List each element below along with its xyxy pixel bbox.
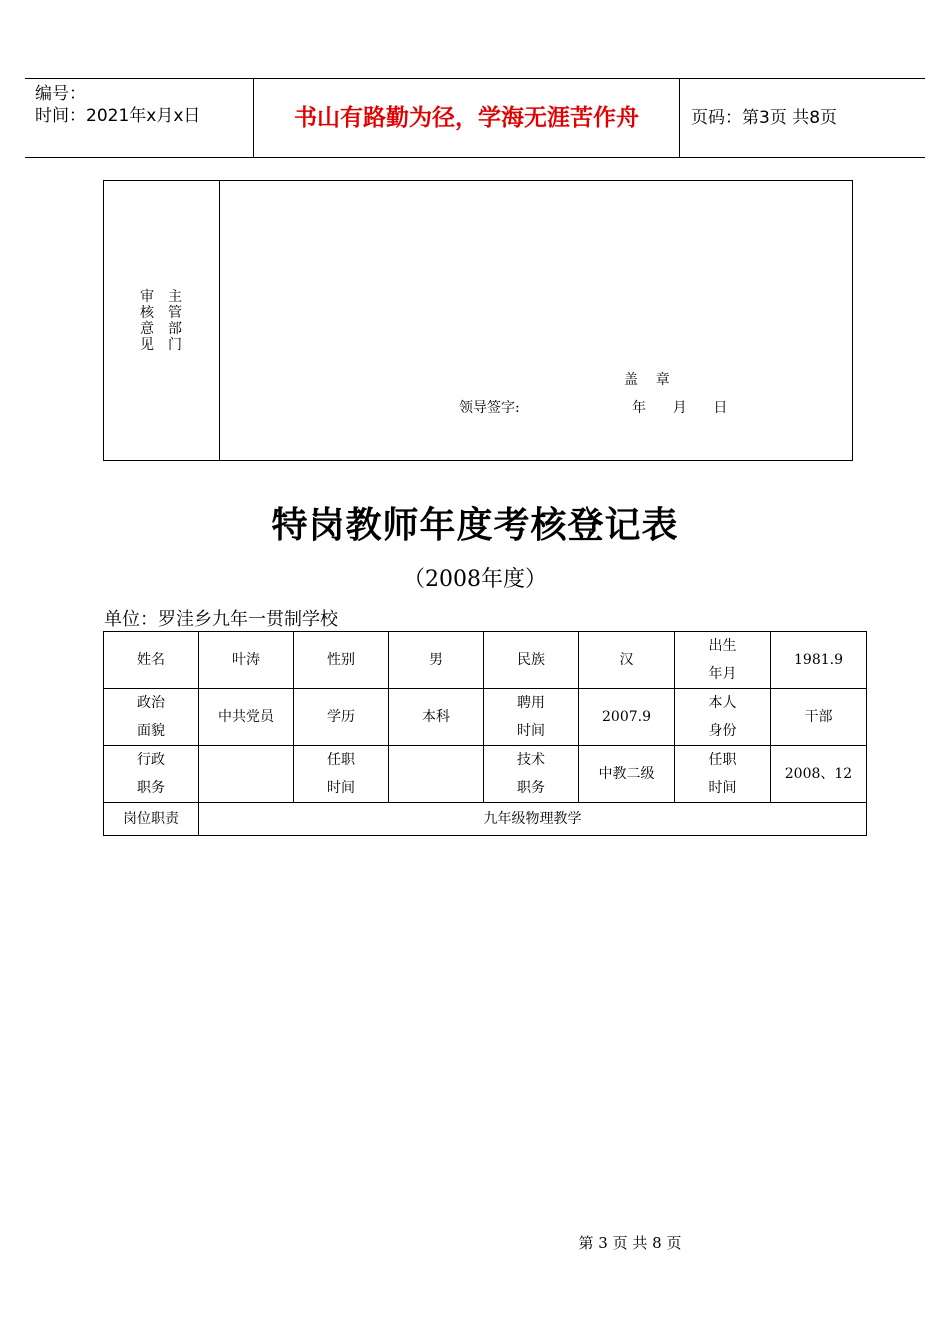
table-cell: 干部 [771, 689, 867, 746]
table-cell [389, 746, 484, 803]
table-row [104, 632, 867, 689]
table-cell: 2007.9 [579, 689, 675, 746]
table-cell: 学历 [294, 689, 389, 746]
table-cell: 民族 [484, 632, 579, 689]
table-cell: 行政 职务 [104, 746, 199, 803]
header-page-info: 页码：第3页 共8页 [691, 108, 838, 128]
approval-label-department: 主管部门 [168, 289, 182, 353]
header-divider [679, 79, 680, 157]
table-cell: 2008、12 [771, 746, 867, 803]
approval-date: 年 月 日 [632, 400, 728, 416]
table-cell: 性别 [294, 632, 389, 689]
table-cell: 任职 时间 [294, 746, 389, 803]
header-motto: 书山有路勤为径，学海无涯苦作舟 [294, 105, 639, 131]
table-cell: 汉 [579, 632, 675, 689]
table-cell: 任职 时间 [675, 746, 771, 803]
table-row [104, 803, 867, 836]
table-cell: 姓名 [104, 632, 199, 689]
form-title: 特岗教师年度考核登记表 [271, 505, 679, 546]
form-subtitle: （2008年度） [403, 567, 547, 592]
unit-label: 单位：罗洼乡九年一贯制学校 [104, 609, 338, 630]
header-meta [35, 83, 200, 127]
table-cell: 中共党员 [199, 689, 294, 746]
duty-label-cell: 岗位职责 [104, 803, 199, 836]
table-cell: 技术 职务 [484, 746, 579, 803]
table-row [104, 746, 867, 803]
page-footer: 第 3 页 共 8 页 [578, 1234, 682, 1252]
table-cell: 本人 身份 [675, 689, 771, 746]
teacher-info-table [103, 631, 867, 836]
table-cell: 叶涛 [199, 632, 294, 689]
approval-label-cell [104, 181, 220, 460]
leader-signature-label: 领导签字: [459, 400, 520, 416]
table-row [104, 689, 867, 746]
approval-label-review: 审核意见 [140, 289, 154, 353]
duty-value-cell: 九年级物理教学 [199, 803, 867, 836]
page-header [25, 78, 925, 158]
table-cell: 出生 年月 [675, 632, 771, 689]
table-cell [199, 746, 294, 803]
table-cell: 本科 [389, 689, 484, 746]
table-cell: 男 [389, 632, 484, 689]
header-number: 编号： [35, 84, 86, 104]
header-time: 时间：2021年x月x日 [35, 106, 201, 126]
table-cell: 政治 面貌 [104, 689, 199, 746]
approval-box [103, 180, 853, 461]
table-cell: 中教二级 [579, 746, 675, 803]
seal-text: 盖 章 [624, 372, 670, 388]
table-cell: 聘用 时间 [484, 689, 579, 746]
table-cell: 1981.9 [771, 632, 867, 689]
